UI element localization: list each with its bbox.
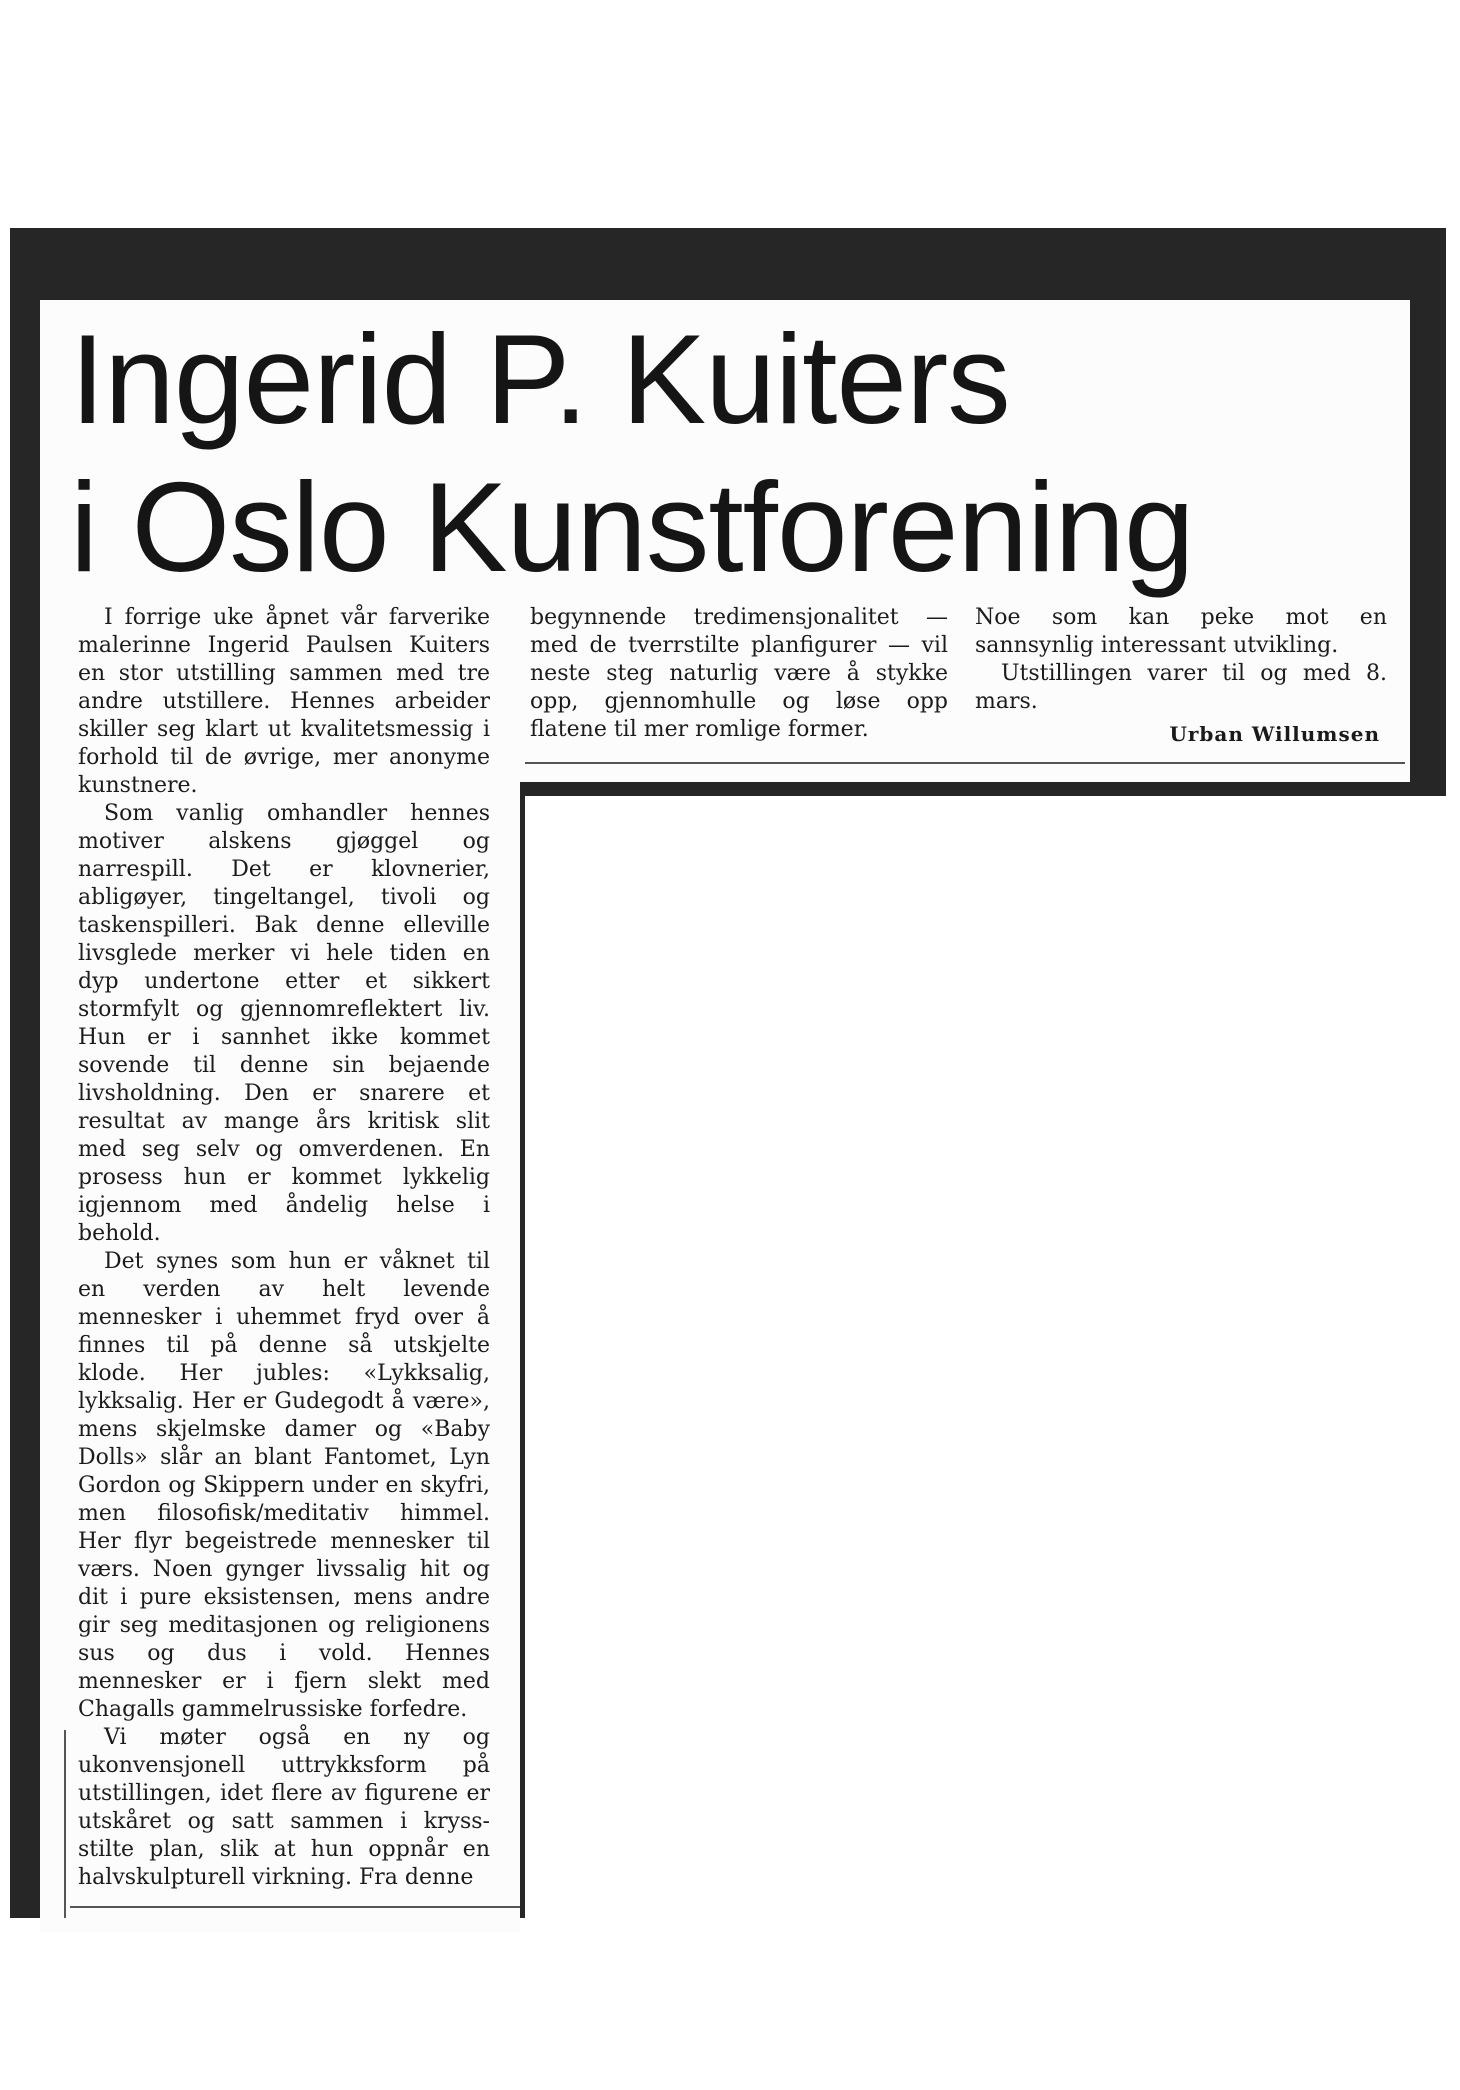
article-headline — [70, 305, 1400, 601]
article-byline: Urban Willumsen — [1169, 722, 1380, 746]
paragraph: I forrige uke åpnet vår farverike malerinne Ingerid Paulsen Kuiters en stor utstilling sammen med tre andre utstillere. Hennes arbeider skiller seg klart ut kvalitetsmessig i forhold til de øvrige, mer anonyme kunstnere. — [78, 605, 490, 798]
paragraph: begynnende tredimensjonalitet — med de tverrstilte planfigurer — vil neste steg naturlig være å stykke opp, gjennomhulle og løse opp flatene til mer romlige former. — [530, 605, 948, 742]
paragraph: Som vanlig omhandler hennes motiver alskens gjøggel og narrespill. Det er klovnerier, abligøyer, tingeltangel, tivoli og taskenspilleri. Bak denne elleville livsglede merker vi hele tiden en dyp undertone etter et sikkert stormfylt og gjennomreflektert liv. Hun er i sannhet ikke kommet sovende til denne sin bejaende livsholdning. Den er snarere et resultat av mange års kritisk slit med seg selv og omverdenen. En prosess hun er kommet lykkelig igjennom med åndelig helse i behold. — [78, 801, 490, 1246]
paragraph: Det synes som hun er våknet til en verden av helt levende mennesker i uhemmet fryd over å finnes til på denne så utskjelte klode. Her jubles: «Lykksalig, lykksalig. Her er Gudegodt å være», mens skjelmske damer og «Baby Dolls» slår an blant Fantomet, Lyn Gordon og Skippern under en skyfri, men filosofisk/meditativ himmel. Her flyr begeistrede mennesker til værs. Noen gynger livssalig hit og dit i pure eksistensen, mens andre gir seg meditasjonen og religionens sus og dus i vold. Hennes mennesker er i fjern slekt med Chagalls gammelrussiske forfedre. — [78, 1249, 490, 1722]
paragraph: Noe som kan peke mot en sannsynlig interessant utvikling. — [975, 605, 1387, 658]
headline-line-2: i Oslo Kunstforening — [70, 456, 1194, 598]
article-column-1 — [78, 604, 490, 1892]
article-column-2 — [530, 604, 948, 744]
headline-line-1: Ingerid P. Kuiters — [70, 308, 1010, 450]
bottom-rule — [70, 1906, 520, 1908]
article-column-3 — [975, 604, 1387, 716]
column-rule — [525, 762, 1405, 764]
paragraph: Vi møter også en ny og ukonvensjonell uttrykksform på utstillingen, idet flere av figurene er utskåret og satt sammen i kryss-stilte plan, slik at hun oppnår en halvskulpturell virkning. Fra denne — [78, 1725, 490, 1890]
paragraph: Utstillingen varer til og med 8. mars. — [975, 661, 1387, 714]
margin-rule — [64, 1730, 66, 1918]
